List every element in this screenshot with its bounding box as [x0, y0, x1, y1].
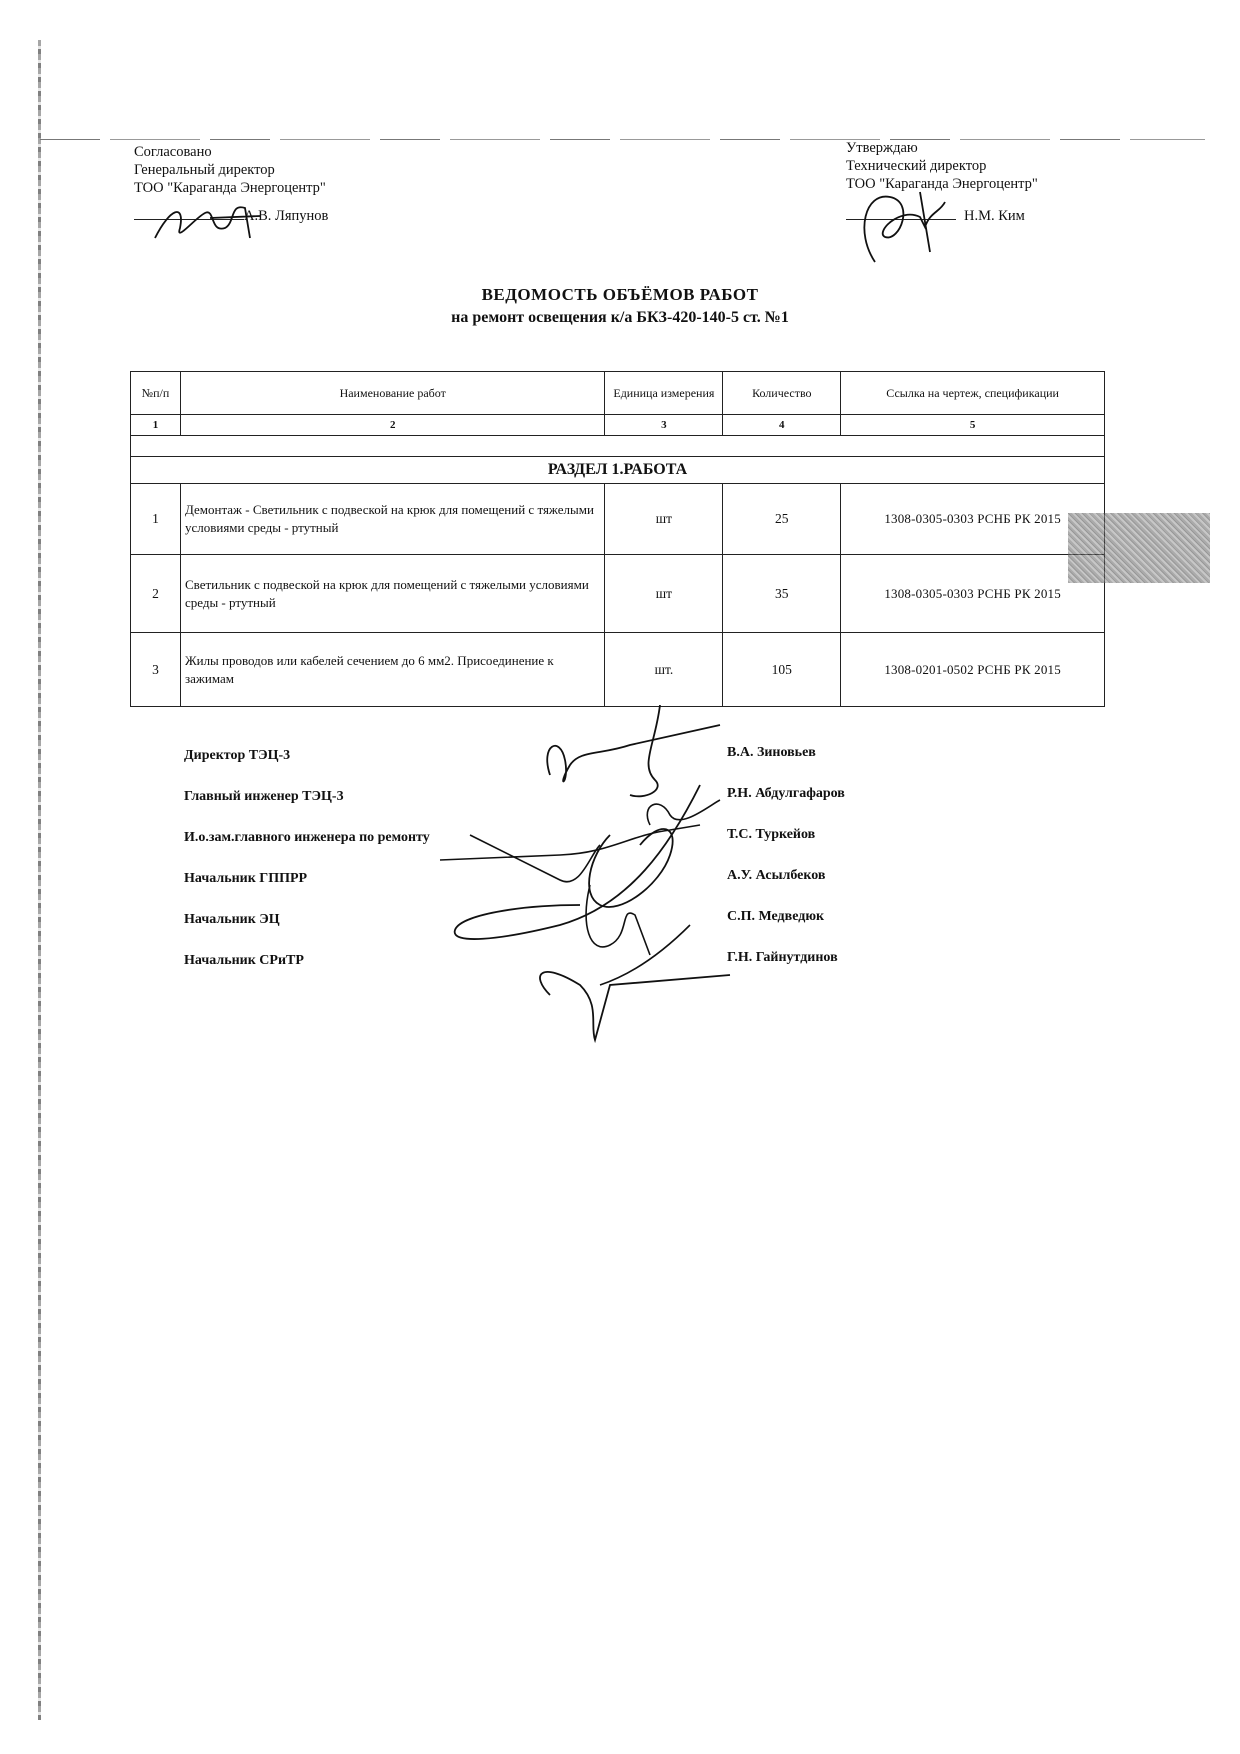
signatory-positions	[184, 748, 430, 994]
signature-line	[134, 207, 244, 220]
row-number: 1	[131, 484, 181, 555]
position-label: Начальник ЭЦ	[184, 912, 280, 927]
approval-right-block	[846, 139, 1038, 225]
work-name: Демонтаж - Светильник с подвеской на крюк для помещений с тяжелыми условиями среды - ртутный	[180, 484, 604, 555]
title-line-2: на ремонт освещения к/а БКЗ-420-140-5 ст. №1	[451, 309, 789, 326]
column-number: 2	[180, 415, 604, 436]
work-name: Светильник с подвеской на крюк для помещений с тяжелыми условиями среды - ртутный	[180, 555, 604, 633]
column-number-row	[131, 415, 1105, 436]
approval-right-name: Н.М. Ким	[964, 208, 1025, 224]
unit: шт	[605, 555, 723, 633]
signatory-name: Р.Н. Абдулгафаров	[727, 786, 845, 801]
approval-left-name: А.В. Ляпунов	[244, 208, 329, 224]
signatory-name: В.А. Зиновьев	[727, 745, 816, 760]
approval-right-heading: Утверждаю	[846, 140, 918, 156]
title-line-1: ВЕДОМОСТЬ ОБЪЁМОВ РАБОТ	[481, 285, 759, 304]
column-number: 5	[841, 415, 1105, 436]
row-number: 2	[131, 555, 181, 633]
unit: шт.	[605, 633, 723, 707]
approval-right-company: ТОО "Караганда Энергоцентр"	[846, 176, 1038, 192]
approval-left-company: ТОО "Караганда Энергоцентр"	[134, 180, 326, 196]
position-label: Директор ТЭЦ-3	[184, 748, 291, 763]
header-cell: Наименование работ	[180, 372, 604, 415]
quantity: 25	[723, 484, 841, 555]
reference: 1308-0201-0502 РСНБ РК 2015	[841, 633, 1105, 707]
section-title: РАЗДЕЛ 1.РАБОТА	[131, 457, 1105, 484]
approval-left-block	[134, 143, 328, 225]
header-cell: №п/п	[131, 372, 181, 415]
stamp-artifact	[1068, 513, 1210, 583]
position-label: Начальник СРиТР	[184, 953, 304, 968]
header-cell: Единица измерения	[605, 372, 723, 415]
reference: 1308-0305-0303 РСНБ РК 2015	[841, 484, 1105, 555]
position-label: Начальник ГППРР	[184, 871, 308, 886]
row-number: 3	[131, 633, 181, 707]
reference: 1308-0305-0303 РСНБ РК 2015	[841, 555, 1105, 633]
unit: шт	[605, 484, 723, 555]
signature-line	[846, 207, 956, 220]
spacer-row	[131, 436, 1105, 457]
table-row	[131, 555, 1105, 633]
section-row	[131, 457, 1105, 484]
document-title	[0, 285, 1240, 327]
table-header-row	[131, 372, 1105, 415]
approval-left-position: Генеральный директор	[134, 162, 275, 178]
signatory-name: А.У. Асылбеков	[727, 868, 826, 883]
table-row	[131, 633, 1105, 707]
quantity: 35	[723, 555, 841, 633]
signatory-name: Г.Н. Гайнутдинов	[727, 950, 838, 965]
signatory-name: Т.С. Туркейов	[727, 827, 816, 842]
signatory-names	[727, 745, 845, 991]
work-name: Жилы проводов или кабелей сечением до 6 мм2. Присоединение к зажимам	[180, 633, 604, 707]
signatures-cluster	[430, 705, 750, 1045]
column-number: 4	[723, 415, 841, 436]
work-volume-table	[130, 371, 1105, 707]
signatory-name: С.П. Медведюк	[727, 909, 825, 924]
table-row	[131, 484, 1105, 555]
position-label: И.о.зам.главного инженера по ремонту	[184, 830, 430, 845]
column-number: 1	[131, 415, 181, 436]
approval-right-position: Технический директор	[846, 158, 987, 174]
approval-left-heading: Согласовано	[134, 144, 212, 160]
column-number: 3	[605, 415, 723, 436]
header-cell: Ссылка на чертеж, спецификации	[841, 372, 1105, 415]
header-cell: Количество	[723, 372, 841, 415]
position-label: Главный инженер ТЭЦ-3	[184, 789, 344, 804]
quantity: 105	[723, 633, 841, 707]
